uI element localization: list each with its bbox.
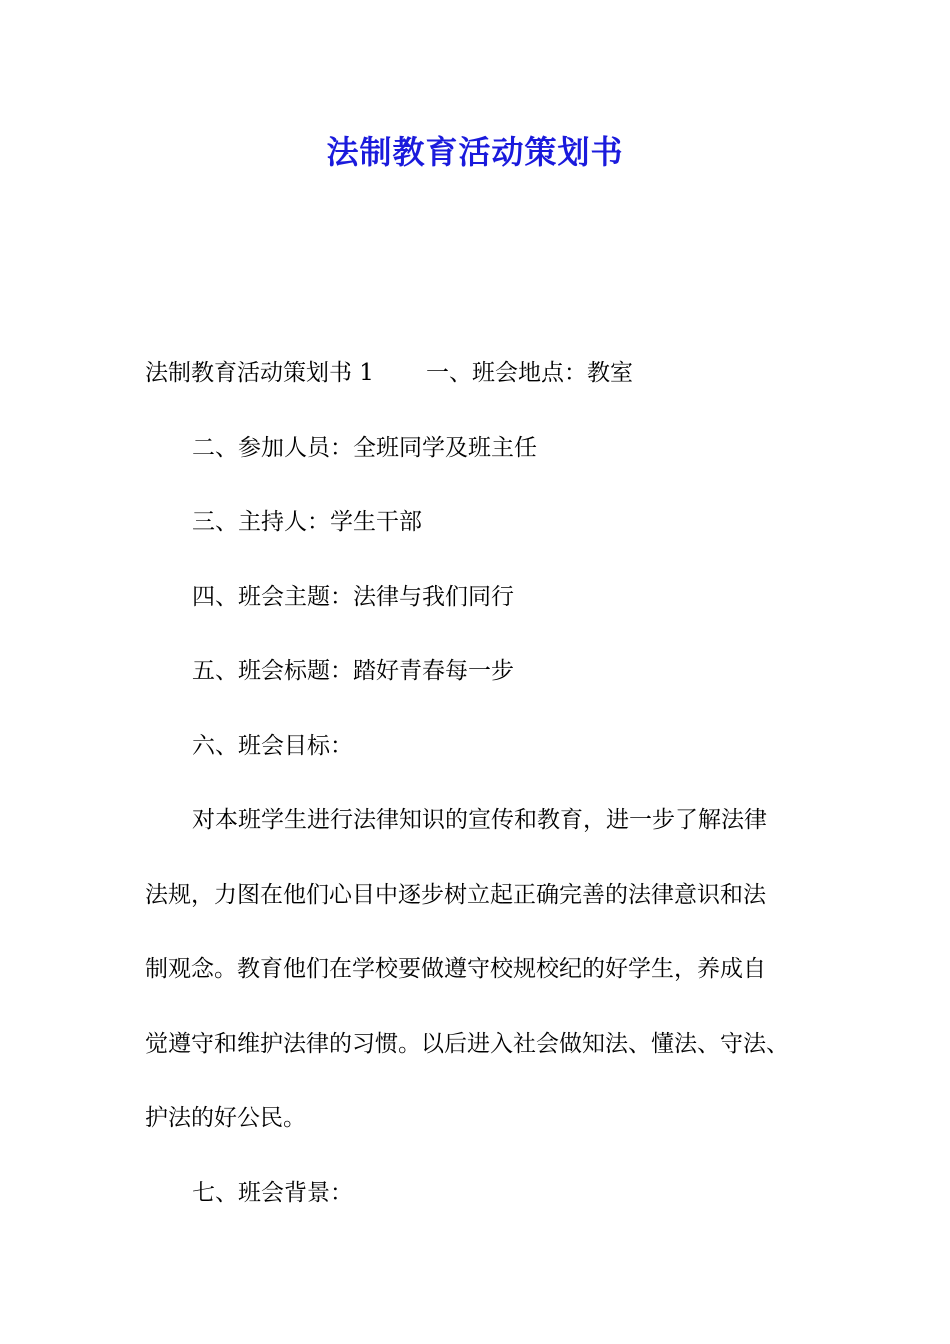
paragraph-line: 觉遵守和维护法律的习惯。以后进入社会做知法、懂法、守法、 bbox=[145, 1030, 789, 1057]
item-location: 一、班会地点：教室 bbox=[425, 360, 633, 386]
item-participants: 二、参加人员：全班同学及班主任 bbox=[192, 434, 537, 461]
section-subtitle: 法制教育活动策划书 1 bbox=[145, 360, 374, 386]
paragraph-line: 对本班学生进行法律知识的宣传和教育，进一步了解法律 bbox=[192, 807, 767, 833]
first-line bbox=[145, 336, 835, 411]
document-title: 法制教育活动策划书 bbox=[326, 133, 624, 171]
item-heading: 五、班会标题：踏好青春每一步 bbox=[192, 658, 514, 684]
paragraph-line: 制观念。教育他们在学校要做遵守校规校纪的好学生，养成自 bbox=[145, 956, 766, 982]
item-background: 七、班会背景： bbox=[192, 1179, 353, 1206]
item-host: 三、主持人：学生干部 bbox=[192, 509, 422, 535]
paragraph-line: 法规，力图在他们心目中逐步树立起正确完善的法律意识和法 bbox=[145, 881, 766, 908]
document-body bbox=[145, 336, 835, 1230]
item-theme: 四、班会主题：法律与我们同行 bbox=[192, 583, 514, 610]
item-goal: 六、班会目标： bbox=[192, 732, 353, 759]
paragraph-line: 护法的好公民。 bbox=[145, 1105, 306, 1131]
